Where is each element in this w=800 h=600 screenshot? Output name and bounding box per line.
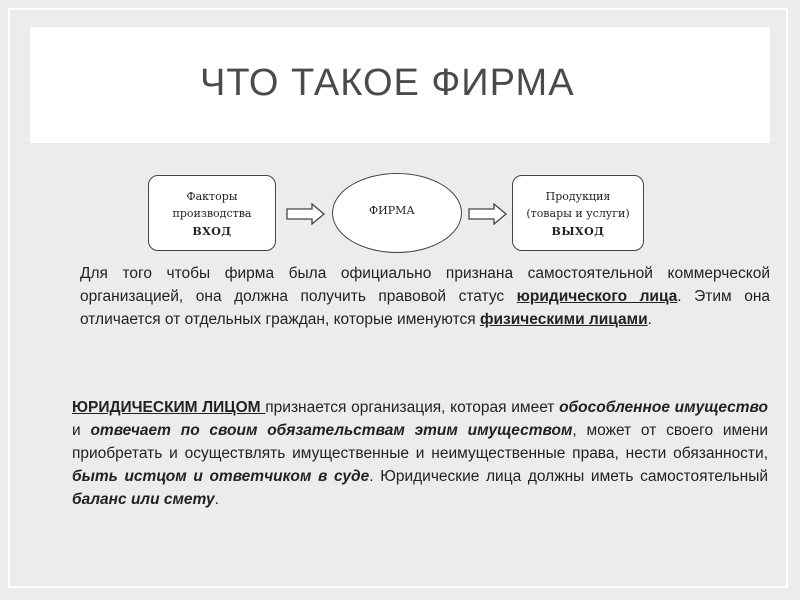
output-box <box>512 175 644 251</box>
em-plaintiff-defendant: быть истцом и ответчиком в суде <box>72 468 370 485</box>
paragraph-2 <box>72 396 768 511</box>
output-line-1: Продукция <box>545 190 611 203</box>
center-label: ФИРМА <box>369 204 415 217</box>
firm-ellipse <box>332 173 462 253</box>
p2-text-2: и <box>72 422 91 439</box>
paragraph-1 <box>80 262 770 331</box>
p2-text-4: . Юридические лица должны иметь самостоятельный <box>369 468 768 485</box>
em-liability: отвечает по своим обязательствам этим имуществом <box>90 422 573 439</box>
output-label: ВЫХОД <box>551 225 605 238</box>
p1-text-1: Для того чтобы фирма была официально признана самостоятельной коммерческой организацией, она должна получить правовой статус <box>80 265 770 305</box>
p2-text-1: признается организация, которая имеет <box>265 399 560 416</box>
p2-text-5: . <box>214 491 219 508</box>
firm-diagram <box>140 165 660 260</box>
right-arrow-icon <box>468 203 508 225</box>
em-separate-property: обособленное имущество <box>559 399 768 416</box>
input-label: ВХОД <box>192 225 232 238</box>
term-legal-entity-definition: ЮРИДИЧЕСКИМ ЛИЦОМ <box>72 399 266 416</box>
input-line-1: Факторы <box>186 190 238 203</box>
output-line-2: (товары и услуги) <box>526 207 630 220</box>
term-natural-persons: физическими лицами <box>479 311 648 328</box>
term-legal-entity: юридического лица <box>516 288 678 305</box>
p1-text-3: . <box>647 311 652 328</box>
p1-text-2: . Этим она отличается от отдельных граждан, которые именуются <box>80 288 770 328</box>
right-arrow-icon <box>286 203 326 225</box>
p2-text-3: , может от своего имени приобретать и осуществлять имущественные и неимущественные права, нести обязанности, <box>72 422 768 462</box>
slide-title: ЧТО ТАКОЕ ФИРМА <box>200 62 575 104</box>
em-balance-estimate: баланс или смету <box>72 491 215 508</box>
input-box <box>148 175 276 251</box>
input-line-2: производства <box>172 207 252 220</box>
